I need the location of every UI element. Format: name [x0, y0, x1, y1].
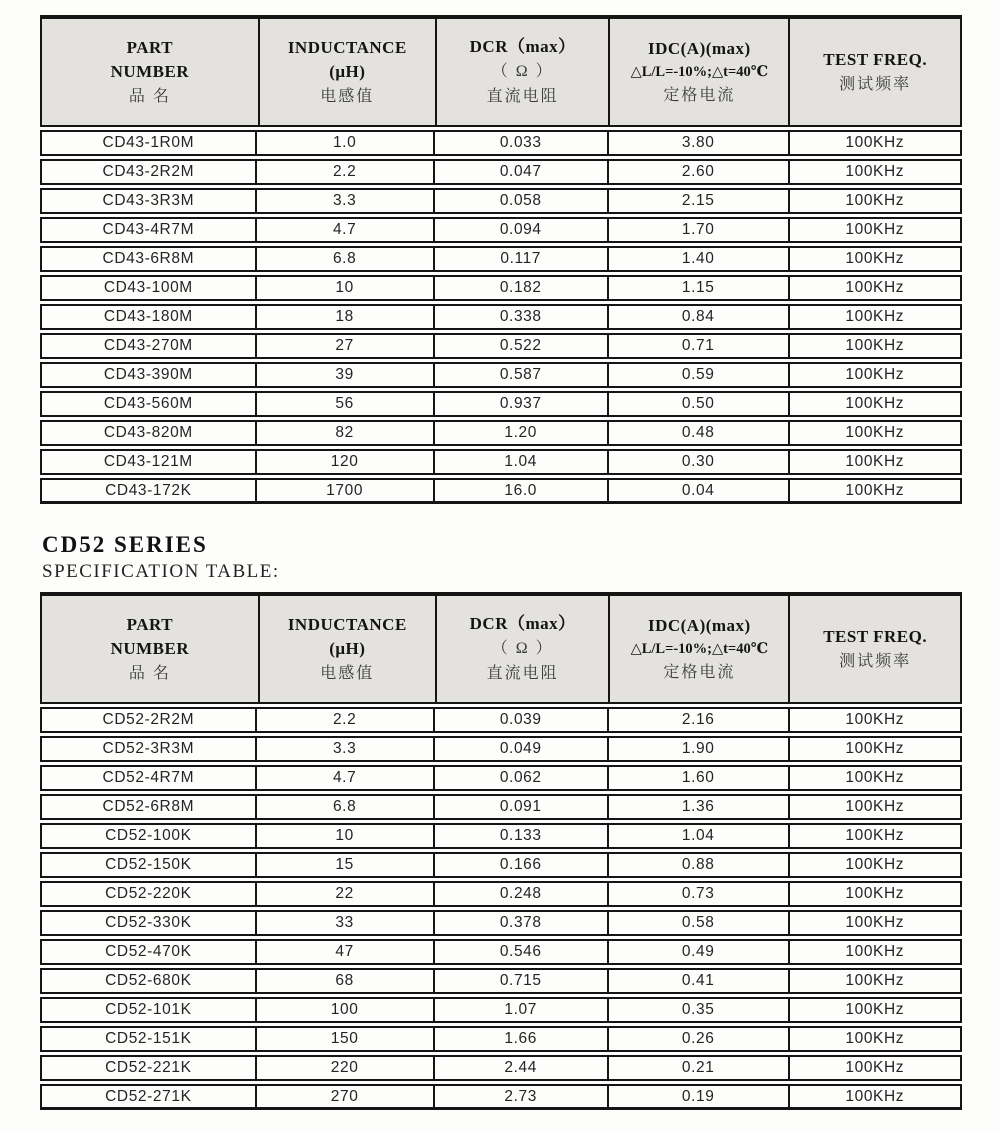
table-cell-part-number: CD52-100K — [40, 823, 257, 849]
table-cell-dcr: 1.20 — [435, 420, 609, 446]
table-cell-inductance: 220 — [257, 1055, 435, 1081]
column-header-text: 直流电阻 — [486, 88, 559, 105]
table-cell-test-freq: 100KHz — [790, 823, 962, 849]
table-cell-dcr: 0.133 — [435, 823, 609, 849]
column-header-test-freq — [788, 596, 960, 702]
column-header-text: IDC(A)(max) — [647, 38, 751, 58]
table-cell-idc: 0.59 — [609, 362, 790, 388]
table-cell-dcr: 0.546 — [435, 939, 609, 965]
column-header-text: TEST FREQ. — [823, 49, 928, 69]
column-header-text: 测试频率 — [839, 652, 912, 670]
cd52-section-heading — [42, 532, 962, 584]
table-cell-idc: 0.84 — [609, 304, 790, 330]
table-cell-dcr: 0.182 — [435, 275, 609, 301]
table-row — [40, 478, 962, 504]
table-cell-test-freq: 100KHz — [790, 362, 962, 388]
table-row — [40, 852, 962, 878]
table-row — [40, 997, 962, 1023]
table-cell-idc: 3.80 — [609, 130, 790, 156]
table-cell-part-number: CD52-6R8M — [40, 794, 257, 820]
table-row — [40, 420, 962, 446]
table-cell-part-number: CD52-220K — [40, 881, 257, 907]
table-row — [40, 1055, 962, 1081]
column-header-test-freq — [788, 19, 960, 125]
table-cell-dcr: 0.117 — [435, 246, 609, 272]
column-header-text: △L/L=-10%;△t=40℃ — [630, 640, 769, 657]
table-cell-test-freq: 100KHz — [790, 159, 962, 185]
column-header-text: (μH) — [329, 638, 366, 658]
table-cell-test-freq: 100KHz — [790, 852, 962, 878]
table-cell-dcr: 2.44 — [435, 1055, 609, 1081]
table-cell-test-freq: 100KHz — [790, 736, 962, 762]
table-cell-idc: 0.88 — [609, 852, 790, 878]
column-header-text: (μH) — [329, 61, 366, 81]
table-cell-test-freq: 100KHz — [790, 449, 962, 475]
table-cell-idc: 0.71 — [609, 333, 790, 359]
column-header-text: 电感值 — [320, 664, 375, 682]
table-cell-test-freq: 100KHz — [790, 910, 962, 936]
table-cell-dcr: 0.248 — [435, 881, 609, 907]
table-cell-dcr: 16.0 — [435, 478, 609, 504]
column-header-text: NUMBER — [110, 61, 190, 81]
table-row — [40, 333, 962, 359]
column-header-inductance — [258, 596, 435, 702]
table-cell-part-number: CD52-3R3M — [40, 736, 257, 762]
table-cell-idc: 0.50 — [609, 391, 790, 417]
table-cell-test-freq: 100KHz — [790, 275, 962, 301]
table-cell-part-number: CD52-271K — [40, 1084, 257, 1110]
column-header-text: 品 名 — [128, 87, 171, 105]
column-header-text: 定格电流 — [663, 663, 736, 681]
table-cell-test-freq: 100KHz — [790, 794, 962, 820]
table-cell-inductance: 6.8 — [257, 794, 435, 820]
table-cell-test-freq: 100KHz — [790, 1055, 962, 1081]
table-row — [40, 304, 962, 330]
table-row — [40, 736, 962, 762]
table-cell-part-number: CD43-270M — [40, 333, 257, 359]
table-cell-idc: 0.21 — [609, 1055, 790, 1081]
section-subtitle: SPECIFICATION TABLE: — [42, 561, 280, 582]
table-row — [40, 246, 962, 272]
table-cell-part-number: CD43-820M — [40, 420, 257, 446]
table-row — [40, 1084, 962, 1110]
table-row — [40, 391, 962, 417]
table-cell-test-freq: 100KHz — [790, 333, 962, 359]
column-header-part-number — [42, 596, 258, 702]
table-cell-inductance: 33 — [257, 910, 435, 936]
table-row — [40, 275, 962, 301]
table-cell-inductance: 2.2 — [257, 159, 435, 185]
table-cell-part-number: CD52-330K — [40, 910, 257, 936]
table-row — [40, 159, 962, 185]
column-header-text: NUMBER — [110, 638, 190, 658]
table-cell-idc: 1.15 — [609, 275, 790, 301]
table-cell-dcr: 0.033 — [435, 130, 609, 156]
table-cell-inductance: 2.2 — [257, 707, 435, 733]
table-cell-idc: 1.40 — [609, 246, 790, 272]
table-cell-dcr: 0.937 — [435, 391, 609, 417]
column-header-text: PART — [126, 37, 174, 57]
table-cell-test-freq: 100KHz — [790, 188, 962, 214]
table-cell-idc: 2.60 — [609, 159, 790, 185]
table-cell-part-number: CD43-100M — [40, 275, 257, 301]
table-row — [40, 449, 962, 475]
table-row — [40, 217, 962, 243]
table-cell-idc: 2.15 — [609, 188, 790, 214]
table-cell-dcr: 0.039 — [435, 707, 609, 733]
table-cell-part-number: CD52-221K — [40, 1055, 257, 1081]
table-cell-part-number: CD43-6R8M — [40, 246, 257, 272]
table-cell-inductance: 18 — [257, 304, 435, 330]
table-cell-idc: 1.70 — [609, 217, 790, 243]
table-cell-dcr: 0.587 — [435, 362, 609, 388]
table-cell-part-number: CD43-180M — [40, 304, 257, 330]
table-cell-inductance: 15 — [257, 852, 435, 878]
table-cell-idc: 1.04 — [609, 823, 790, 849]
table-cell-inductance: 4.7 — [257, 765, 435, 791]
table-cell-test-freq: 100KHz — [790, 1084, 962, 1110]
table-cell-part-number: CD43-390M — [40, 362, 257, 388]
table-cell-inductance: 150 — [257, 1026, 435, 1052]
column-header-inductance — [258, 19, 435, 125]
table-cell-test-freq: 100KHz — [790, 130, 962, 156]
table-cell-idc: 0.19 — [609, 1084, 790, 1110]
table-cell-test-freq: 100KHz — [790, 420, 962, 446]
table-cell-part-number: CD52-2R2M — [40, 707, 257, 733]
table-cell-idc: 0.73 — [609, 881, 790, 907]
column-header-text: IDC(A)(max) — [647, 615, 751, 635]
table-row — [40, 794, 962, 820]
table-cell-test-freq: 100KHz — [790, 1026, 962, 1052]
table-row — [40, 823, 962, 849]
table-cell-test-freq: 100KHz — [790, 939, 962, 965]
table-cell-dcr: 0.049 — [435, 736, 609, 762]
table-row — [40, 1026, 962, 1052]
table-cell-part-number: CD52-151K — [40, 1026, 257, 1052]
table-cell-idc: 1.90 — [609, 736, 790, 762]
table-cell-test-freq: 100KHz — [790, 304, 962, 330]
table-cell-inductance: 82 — [257, 420, 435, 446]
table-cell-dcr: 0.058 — [435, 188, 609, 214]
table-cell-test-freq: 100KHz — [790, 997, 962, 1023]
table-cell-test-freq: 100KHz — [790, 765, 962, 791]
table-cell-idc: 0.26 — [609, 1026, 790, 1052]
table-row — [40, 130, 962, 156]
table-cell-inductance: 56 — [257, 391, 435, 417]
table-cell-idc: 0.30 — [609, 449, 790, 475]
column-header-idc — [608, 19, 788, 125]
column-header-text: INDUCTANCE — [287, 614, 407, 634]
table-cell-dcr: 0.715 — [435, 968, 609, 994]
table-row — [40, 765, 962, 791]
table-cell-part-number: CD52-150K — [40, 852, 257, 878]
cd52-spec-table — [40, 592, 962, 1110]
table-cell-dcr: 1.07 — [435, 997, 609, 1023]
table-cell-test-freq: 100KHz — [790, 881, 962, 907]
table-cell-dcr: 0.522 — [435, 333, 609, 359]
table-cell-part-number: CD52-101K — [40, 997, 257, 1023]
table-cell-inductance: 1.0 — [257, 130, 435, 156]
table-cell-part-number: CD43-2R2M — [40, 159, 257, 185]
table-cell-inductance: 6.8 — [257, 246, 435, 272]
table-cell-part-number: CD43-4R7M — [40, 217, 257, 243]
column-header-text: DCR（max） — [469, 614, 576, 633]
table-cell-dcr: 0.091 — [435, 794, 609, 820]
table-row — [40, 881, 962, 907]
table-cell-part-number: CD52-4R7M — [40, 765, 257, 791]
table-cell-dcr: 2.73 — [435, 1084, 609, 1110]
table-cell-idc: 1.60 — [609, 765, 790, 791]
table-cell-idc: 2.16 — [609, 707, 790, 733]
table-cell-idc: 0.04 — [609, 478, 790, 504]
table-row — [40, 910, 962, 936]
table-cell-idc: 0.41 — [609, 968, 790, 994]
table-body — [40, 707, 962, 1110]
table-cell-part-number: CD43-560M — [40, 391, 257, 417]
table-cell-dcr: 1.66 — [435, 1026, 609, 1052]
table-cell-dcr: 0.047 — [435, 159, 609, 185]
table-cell-inductance: 100 — [257, 997, 435, 1023]
table-header-row — [40, 15, 962, 127]
table-cell-dcr: 0.062 — [435, 765, 609, 791]
column-header-text: 直流电阻 — [486, 665, 559, 682]
column-header-text: 测试频率 — [839, 75, 912, 93]
table-cell-inductance: 3.3 — [257, 188, 435, 214]
table-row — [40, 939, 962, 965]
column-header-idc — [608, 596, 788, 702]
table-cell-part-number: CD52-680K — [40, 968, 257, 994]
table-cell-part-number: CD43-121M — [40, 449, 257, 475]
cd43-spec-table — [40, 15, 962, 504]
table-cell-test-freq: 100KHz — [790, 478, 962, 504]
column-header-text: △L/L=-10%;△t=40℃ — [630, 63, 769, 80]
column-header-text: 品 名 — [128, 664, 171, 682]
table-cell-test-freq: 100KHz — [790, 968, 962, 994]
table-cell-inductance: 3.3 — [257, 736, 435, 762]
column-header-text: 定格电流 — [663, 86, 736, 104]
table-cell-part-number: CD52-470K — [40, 939, 257, 965]
table-cell-idc: 0.49 — [609, 939, 790, 965]
table-cell-inductance: 47 — [257, 939, 435, 965]
table-cell-inductance: 10 — [257, 823, 435, 849]
column-header-text: INDUCTANCE — [287, 37, 407, 57]
column-header-part-number — [42, 19, 258, 125]
column-header-text: （ Ω ） — [491, 640, 554, 657]
table-cell-test-freq: 100KHz — [790, 707, 962, 733]
table-cell-part-number: CD43-3R3M — [40, 188, 257, 214]
table-cell-idc: 0.48 — [609, 420, 790, 446]
table-cell-inductance: 68 — [257, 968, 435, 994]
column-header-text: PART — [126, 614, 174, 634]
table-cell-dcr: 1.04 — [435, 449, 609, 475]
table-cell-inductance: 10 — [257, 275, 435, 301]
table-cell-dcr: 0.094 — [435, 217, 609, 243]
column-header-text: TEST FREQ. — [823, 626, 928, 646]
table-cell-idc: 0.58 — [609, 910, 790, 936]
table-body — [40, 130, 962, 504]
table-cell-idc: 0.35 — [609, 997, 790, 1023]
table-cell-dcr: 0.338 — [435, 304, 609, 330]
table-cell-test-freq: 100KHz — [790, 217, 962, 243]
column-header-text: DCR（max） — [469, 37, 576, 56]
column-header-text: 电感值 — [320, 87, 375, 105]
table-cell-inductance: 4.7 — [257, 217, 435, 243]
table-cell-part-number: CD43-1R0M — [40, 130, 257, 156]
table-row — [40, 362, 962, 388]
table-cell-test-freq: 100KHz — [790, 246, 962, 272]
table-cell-inductance: 27 — [257, 333, 435, 359]
table-row — [40, 707, 962, 733]
table-cell-inductance: 120 — [257, 449, 435, 475]
table-cell-idc: 1.36 — [609, 794, 790, 820]
table-cell-inductance: 22 — [257, 881, 435, 907]
table-row — [40, 188, 962, 214]
column-header-text: （ Ω ） — [491, 63, 554, 80]
table-cell-part-number: CD43-172K — [40, 478, 257, 504]
column-header-dcr — [435, 19, 609, 125]
table-cell-test-freq: 100KHz — [790, 391, 962, 417]
column-header-dcr — [435, 596, 609, 702]
table-cell-inductance: 39 — [257, 362, 435, 388]
table-cell-inductance: 270 — [257, 1084, 435, 1110]
table-row — [40, 968, 962, 994]
table-cell-inductance: 1700 — [257, 478, 435, 504]
table-cell-dcr: 0.166 — [435, 852, 609, 878]
section-title: CD52 SERIES — [42, 532, 208, 557]
table-cell-dcr: 0.378 — [435, 910, 609, 936]
table-header-row — [40, 592, 962, 704]
